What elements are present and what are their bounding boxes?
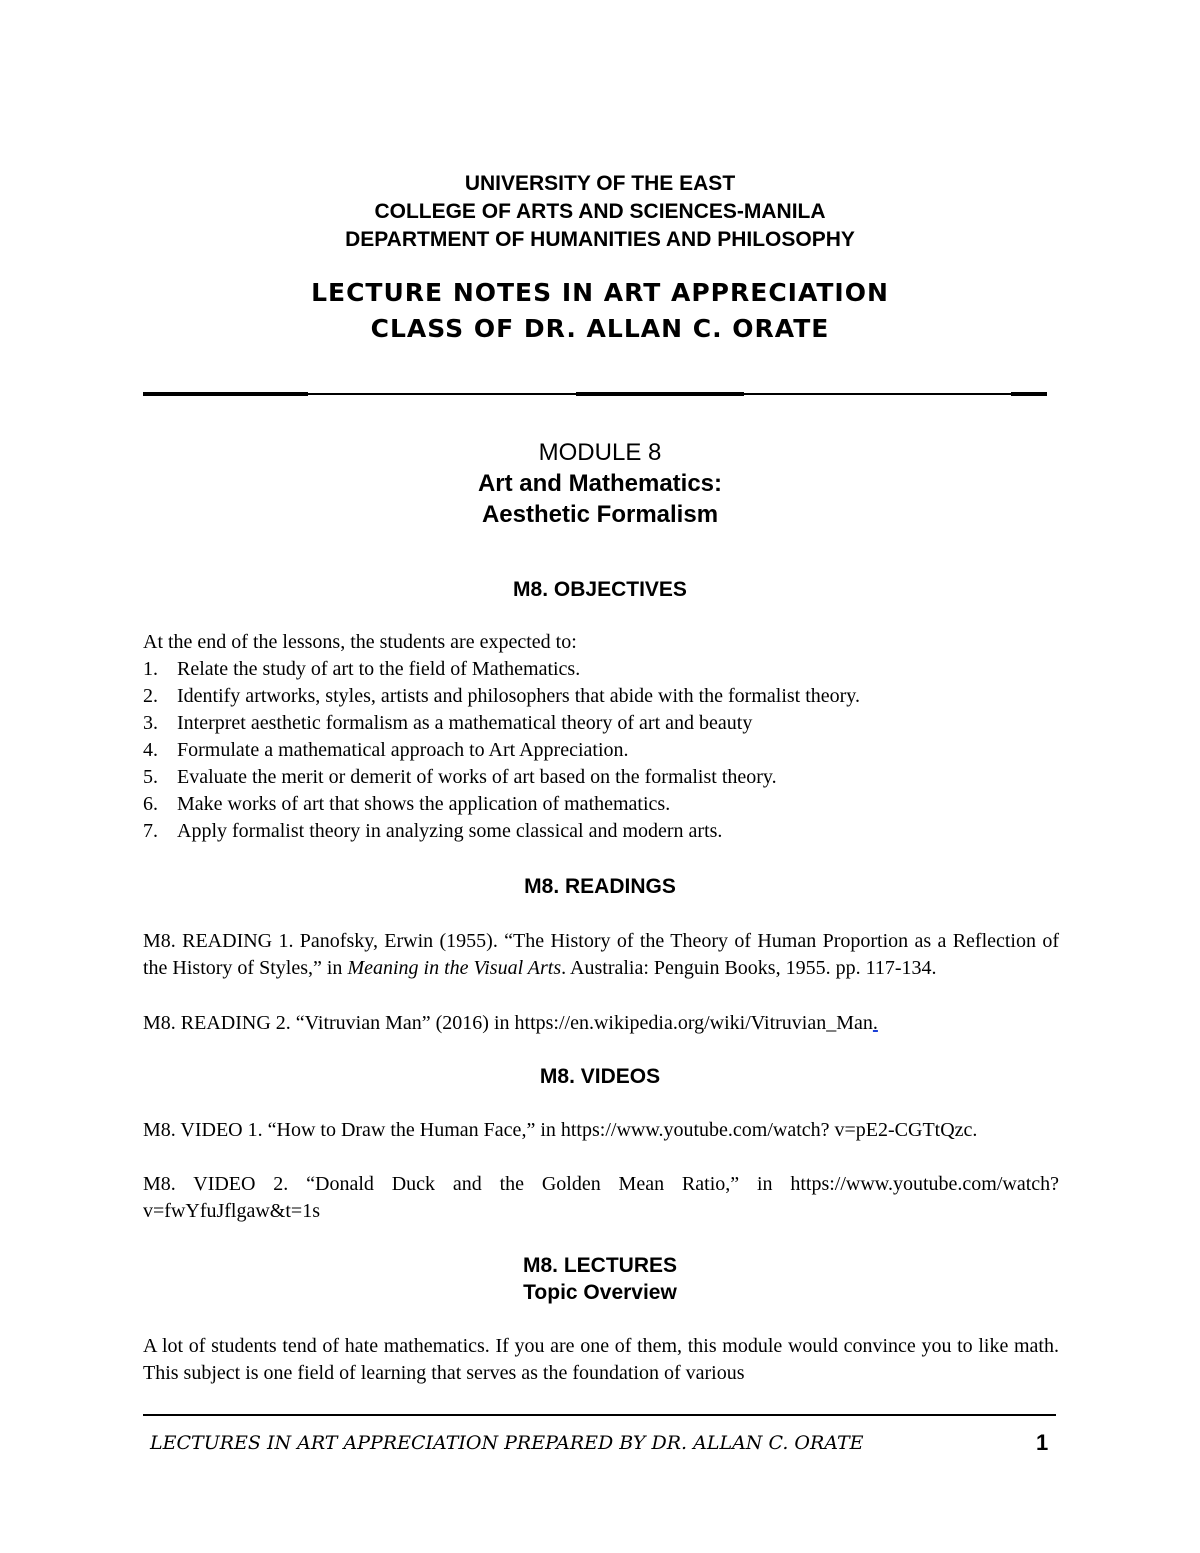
module-number: MODULE 8 — [538, 439, 662, 466]
list-item: 6. Make works of art that shows the application of mathematics. — [143, 793, 671, 815]
objectives-list — [143, 656, 1059, 845]
college-name: COLLEGE OF ARTS AND SCIENCES-MANILA — [374, 200, 826, 223]
list-item: 4. Formulate a mathematical approach to Art Appreciation. — [143, 739, 629, 761]
module-heading — [0, 437, 1200, 530]
list-item: 5. Evaluate the merit or demerit of works of art based on the formalist theory. — [143, 766, 777, 788]
reading-2-link[interactable]: M8. READING 2. “Vitruvian Man” (2016) in https://en.wikipedia.org/wiki/Vitruvian_Man — [143, 1012, 873, 1034]
list-item: 7. Apply formalist theory in analyzing some classical and modern arts. — [143, 820, 723, 842]
objectives-heading: M8. OBJECTIVES — [513, 578, 687, 601]
readings-heading: M8. READINGS — [524, 875, 676, 898]
video-2: M8. VIDEO 2. “Donald Duck and the Golden Mean Ratio,” in https://www.youtube.com/watch? v=fwYfuJflgaw&t=1s — [143, 1173, 1059, 1222]
module-title-line2: Aesthetic Formalism — [481, 501, 719, 528]
lecture-title-line1: LECTURE NOTES IN ART APPRECIATION — [311, 278, 889, 307]
institution-header — [0, 170, 1200, 254]
university-name: UNIVERSITY OF THE EAST — [464, 172, 736, 195]
list-item: 3. Interpret aesthetic formalism as a mathematical theory of art and beauty — [143, 712, 753, 734]
objectives-section — [143, 629, 1059, 845]
list-item: 2. Identify artworks, styles, artists and philosophers that abide with the formalist theory. — [143, 685, 861, 707]
video-1: M8. VIDEO 1. “How to Draw the Human Face,” in https://www.youtube.com/watch? v=pE2-CGTtQzc. — [143, 1119, 978, 1141]
lecture-title — [0, 275, 1200, 347]
reading-1-book-title: Meaning in the Visual Arts — [347, 957, 562, 979]
page-number: 1 — [1036, 1430, 1049, 1455]
videos-heading: M8. VIDEOS — [539, 1065, 661, 1088]
lectures-heading: M8. LECTURES — [522, 1254, 677, 1277]
topic-overview-paragraph: A lot of students tend of hate mathematics. If you are one of them, this module would convince you to like math. This subject is one field of learning that serves as the foundation of various — [143, 1335, 1059, 1384]
header-rule-segment — [576, 392, 744, 396]
reading-1: M8. READING 1. Panofsky, Erwin (1955). “The History of the Theory of Human Proportion as a Reflection of the History of Styles,” in Meaning in the Visual Arts. Australia: Penguin Books, 1955. pp. 117-134. — [143, 930, 1059, 979]
module-title-line1: Art and Mathematics: — [477, 470, 723, 497]
lecture-title-line2: CLASS OF DR. ALLAN C. ORATE — [370, 314, 830, 343]
topic-overview-heading: Topic Overview — [523, 1281, 677, 1304]
reading-2-link-tail[interactable]: . — [872, 1012, 878, 1034]
header-rule-segment — [143, 392, 308, 396]
footer-rule — [143, 1414, 1056, 1416]
reading-2 — [143, 1010, 1059, 1037]
footer-text: LECTURES IN ART APPRECIATION PREPARED BY DR. ALLAN C. ORATE — [150, 1432, 864, 1454]
objectives-intro: At the end of the lessons, the students are expected to: — [143, 631, 577, 653]
list-item: 1. Relate the study of art to the field of Mathematics. — [143, 658, 581, 680]
department-name: DEPARTMENT OF HUMANITIES AND PHILOSOPHY — [345, 228, 855, 251]
header-rule-segment — [1011, 392, 1047, 396]
